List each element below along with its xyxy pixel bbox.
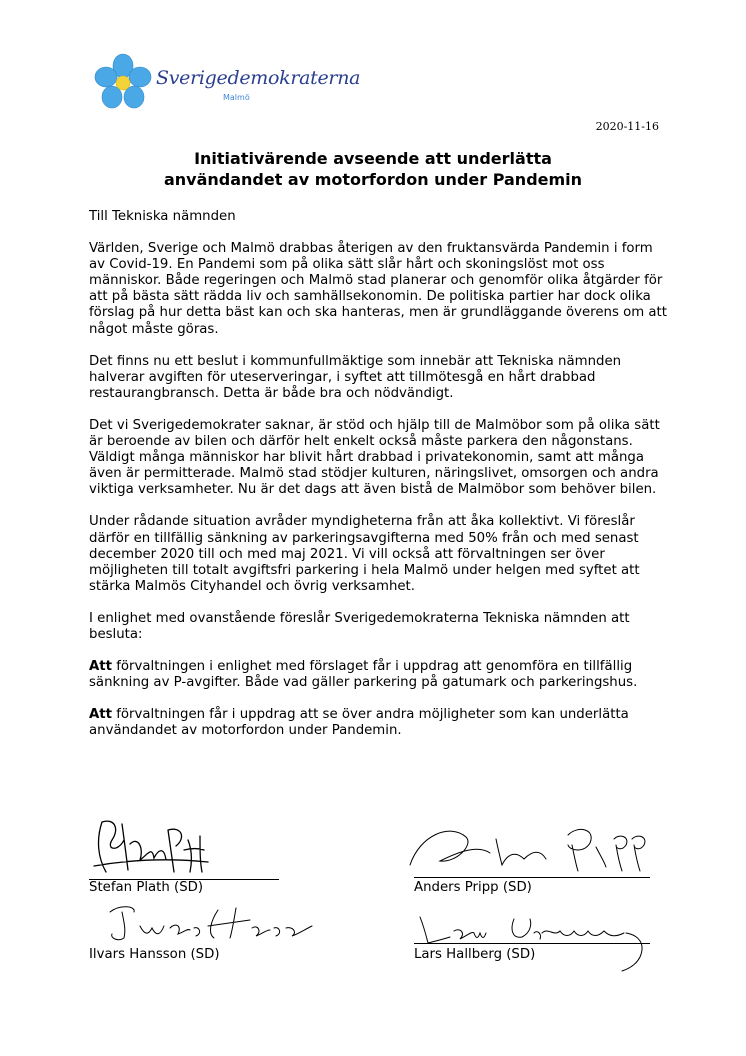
paragraph: Världen, Sverige och Malmö drabbas återigen av den fruktansvärda Pandemin i form av Covid-19. En Pandemi som på olika sätt slår hårt och skoningslöst mot oss människor. Både regeringen och Malmö stad planerar och genomför olika åtgärder för att på bästa sätt rädda liv och samhällsekonomin. De politiska partier har dock olika förslag på hur detta bäst kan och ska hanteras, men är grundläggande överens om att något måste göras.	[89, 241, 667, 337]
paragraph: Under rådande situation avråder myndigheterna från att åka kollektivt. Vi föreslår därför en tillfällig sänkning av parkeringsavgifterna med 50% från och med senast december 2020 till och med maj 2021. Vi vill också att förvaltningen ser över möjligheten till totalt avgiftsfri parkering i hela Malmö under helgen med syftet att stärka Malmös Cityhandel och övrig verksamhet.	[89, 514, 640, 594]
signature-line	[414, 877, 650, 878]
logo-text: Sverigedemokraterna	[156, 67, 361, 89]
party-logo	[92, 53, 361, 113]
signature-anders-pripp	[400, 815, 660, 875]
proposal-keyword: Att	[89, 707, 113, 723]
proposal	[89, 659, 669, 691]
recipient-line: Till Tekniska nämnden	[89, 209, 236, 224]
document-date: 2020-11-16	[595, 120, 659, 133]
flower-icon	[92, 53, 154, 113]
signature-ilvars-hansson	[90, 898, 320, 948]
signature-lars-hallberg	[414, 905, 650, 975]
logo-subtext: Malmö	[223, 93, 250, 102]
signature-stefan-plath	[88, 810, 218, 880]
signer-name: Lars Hallberg (SD)	[414, 947, 536, 962]
proposal-text: förvaltningen i enlighet med förslaget får i uppdrag att genomföra en tillfällig sänkning av P-avgifter. Både vad gäller parkering på gatumark och parkeringshus.	[89, 659, 638, 691]
document-body	[89, 209, 669, 755]
title-line-2: användandet av motorfordon under Pandemin	[163, 170, 583, 189]
proposal	[89, 707, 669, 739]
proposal-keyword: Att	[89, 659, 113, 675]
paragraph: Det finns nu ett beslut i kommunfullmäktige som innebär att Tekniska nämnden halverar avgiften för uteserveringar, i syftet att tillmötesgå en hårt drabbad restaurangbransch. Detta är både bra och nödvändigt.	[89, 353, 622, 401]
proposal-text: förvaltningen får i uppdrag att se över andra möjligheter som kan underlätta användandet av motorfordon under Pandemin.	[89, 707, 629, 739]
signer-name: Stefan Plath (SD)	[89, 880, 204, 895]
title-line-1: Initiativärende avseende att underlätta	[194, 149, 552, 168]
document-title	[0, 148, 746, 190]
signer-name: Ilvars Hansson (SD)	[89, 947, 220, 962]
signer-name: Anders Pripp (SD)	[414, 880, 532, 895]
signature-line	[414, 943, 650, 944]
paragraph: Det vi Sverigedemokrater saknar, är stöd och hjälp till de Malmöbor som på olika sätt är beroende av bilen och därför helt enkelt också måste parkera den någonstans. Väldigt många människor har blivit hårt drabbad i privatekonomin, samt att många även är permitterade. Malmö stad stödjer kulturen, näringslivet, omsorgen och andra viktiga verksamheter. Nu är det dags att även bistå de Malmöbor som behöver bilen.	[89, 417, 660, 498]
paragraph: I enlighet med ovanstående föreslår Sverigedemokraterna Tekniska nämnden att besluta:	[89, 610, 630, 642]
